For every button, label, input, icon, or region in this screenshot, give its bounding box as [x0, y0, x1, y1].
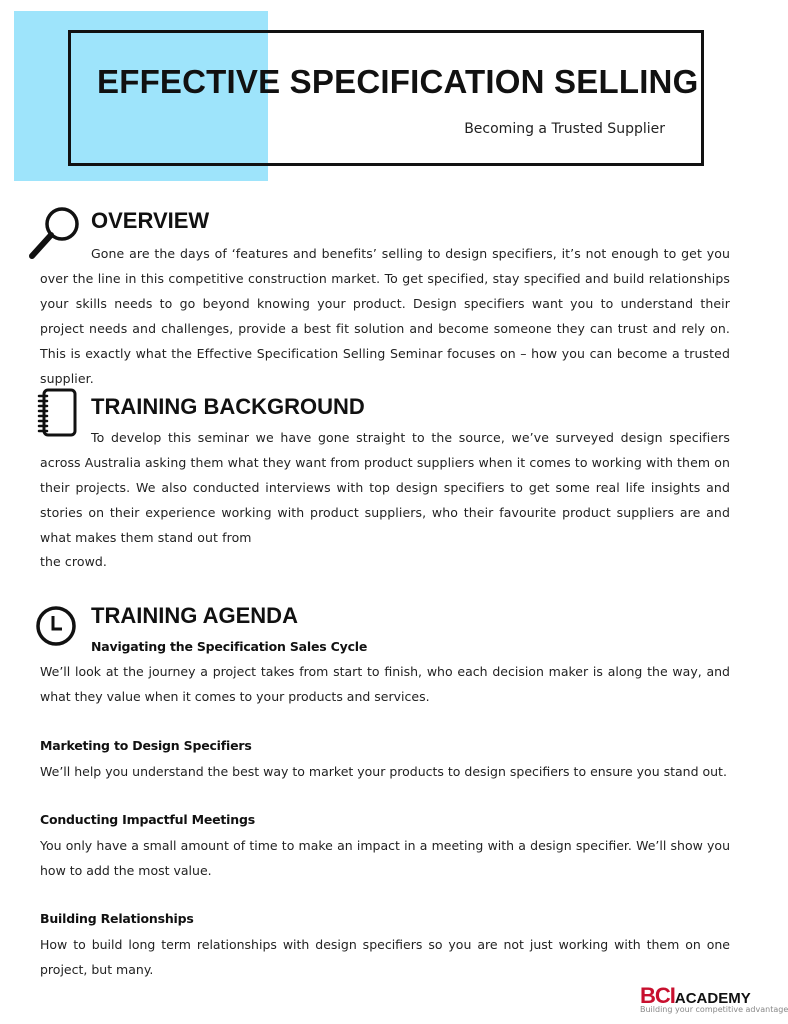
- agenda-item-title: Marketing to Design Specifiers: [40, 738, 252, 753]
- title-box: [68, 30, 704, 166]
- agenda-item-desc: You only have a small amount of time to make an impact in a meeting with a design specifier. We’ll show you how to add the most value.: [40, 838, 730, 878]
- agenda-item-desc: How to build long term relationships with design specifiers so you are not just working with them on one project, but many.: [40, 937, 730, 977]
- background-text-tail: the crowd.: [40, 554, 108, 569]
- background-heading: TRAINING BACKGROUND: [91, 394, 365, 419]
- page-subtitle: Becoming a Trusted Supplier: [464, 121, 665, 137]
- agenda-item-desc: We’ll look at the journey a project takes from start to finish, who each decision maker is along the way, and what they value when it comes to your products and services.: [40, 664, 730, 704]
- overview-text: [40, 241, 730, 391]
- logo-academy-text: ACADEMY: [674, 990, 751, 1007]
- overview-heading: OVERVIEW: [91, 208, 210, 233]
- page-title: EFFECTIVE SPECIFICATION SELLING: [97, 63, 699, 100]
- logo-tagline: Building your competitive advantage: [640, 1005, 788, 1014]
- agenda-item-title: Navigating the Specification Sales Cycle: [91, 639, 368, 654]
- background-text: [40, 425, 730, 550]
- agenda-item-desc: We’ll help you understand the best way to market your products to design specifiers to ensure you stand out.: [40, 764, 727, 779]
- agenda-item-title: Conducting Impactful Meetings: [40, 812, 255, 827]
- background-paragraph: To develop this seminar we have gone straight to the source, we’ve surveyed design specifiers across Australia asking them what they want from product suppliers when it comes to working with them on their projects. We also conducted interviews with top design specifiers to get some real life insights and stories on their experience working with product suppliers, who their favourite product suppliers are and what makes them stand out from: [40, 430, 730, 545]
- logo-bci-text: BCI: [640, 983, 675, 1008]
- bci-academy-logo: [640, 983, 788, 1015]
- overview-paragraph: Gone are the days of ‘features and benefits’ selling to design specifiers, it’s not enough to get you over the line in this competitive construction market. To get specified, stay specified and build relationships your skills needs to go beyond knowing your product. Design specifiers want you to understand their project needs and challenges, provide a best fit solution and become someone they can trust and rely on. This is exactly what the Effective Specification Selling Seminar focuses on – how you can become a trusted supplier.: [40, 246, 730, 386]
- clock-icon: [34, 604, 78, 652]
- agenda-heading: TRAINING AGENDA: [91, 603, 298, 628]
- agenda-item-title: Building Relationships: [40, 911, 194, 926]
